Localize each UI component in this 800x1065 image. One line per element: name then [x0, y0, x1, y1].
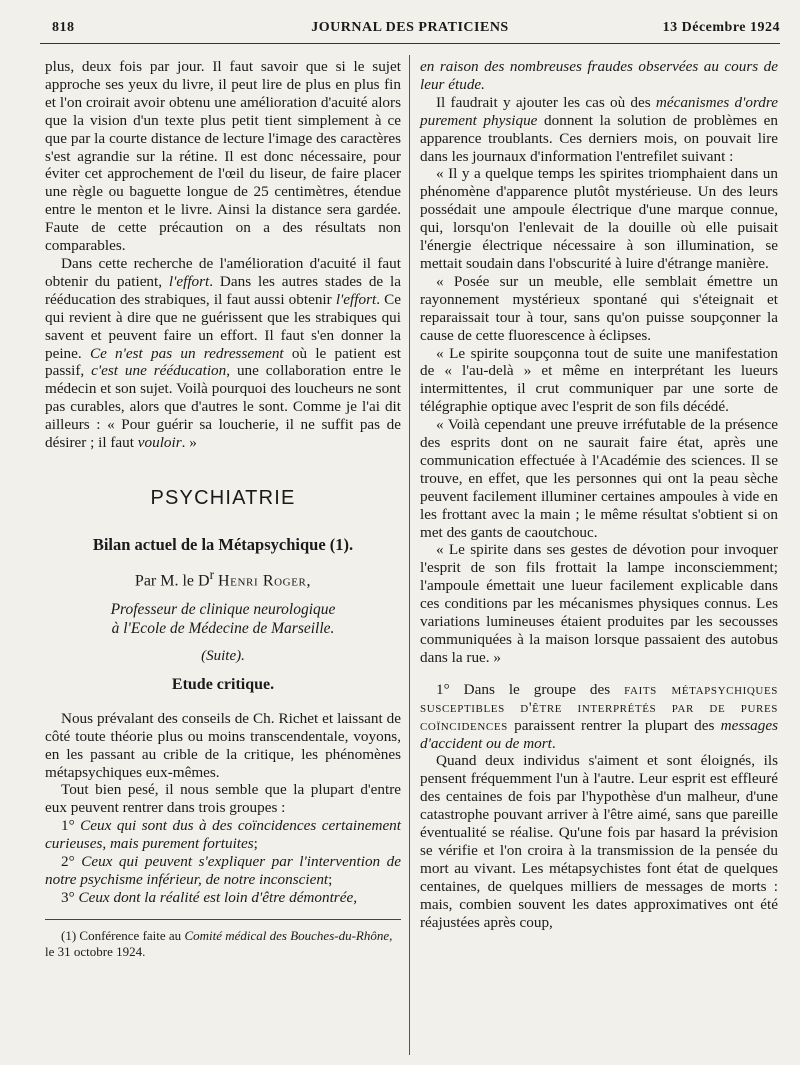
paragraph: Tout bien pesé, il nous semble que la plupart d'entre eux peuvent rentrer dans trois groupes :: [45, 781, 401, 817]
journal-title: JOURNAL DES PRATICIENS: [311, 20, 509, 35]
subsection-title: Etude critique.: [171, 675, 275, 693]
affiliation: Professeur de clinique neurologique à l'Ecole de Médecine de Marseille.: [110, 600, 336, 637]
paragraph: Dans cette recherche de l'amélioration d'acuité il faut obtenir du patient, l'effort. Dans les autres stades de la rééducation des strabiques, il faut aussi obtenir l'effort. Ce qui revient à dire que ne guérissent que les strabiques qui savent et peuvent faire un effort. Il faut s'en donner la peine. Ce n'est pas un redressement où le patient est passif, c'est une rééducation, une collaboration entre le médecin et son sujet. Voilà pourquoi des loucheurs ne sont pas curables, alors que d'autres le sont. Comme je l'ai dit ailleurs : « Pour guérir sa loucherie, il ne suffit pas de désirer ; il faut vouloir. »: [45, 254, 402, 452]
header-rule: [40, 43, 780, 44]
paragraph: Nous prévalant des conseils de Ch. Richet et laissant de côté toute théorie plus ou moins transcendentale, voyons, en les passant au crible de la critique, les phénomènes métapsychiques eux-mêmes.: [45, 709, 401, 781]
author-line: Par M. le $D^r$ Henri Roger,: [134, 566, 312, 590]
page-number: 818: [52, 20, 75, 35]
group-item-1: 1° Ceux qui sont dus à des coïncidences certainement curieuses, mais purement fortuites;: [45, 817, 401, 853]
paragraph: Quand deux individus s'aiment et sont éloignés, ils pensent fréquemment l'un à l'autre. Leur esprit est effleuré des centaines de fois par l'hypothèse d'un malheur, d'une catastrophe pouvant arriver à l'être aimé, sans que pareille éventualité se réalise. Qu'une fois par hasard la prévision se vérifie et l'on croira à la transmission de la pensée du mort au vivant. Les métapsychistes font état de quelques centaines, de quelques milliers de messages de morts : mais, combien souvent les dates approximatives ont été réajustées après coup,: [420, 752, 778, 931]
issue-date: 13 Décembre 1924: [662, 20, 780, 35]
quote-paragraph: « Posée sur un meuble, elle semblait émettre un rayonnement mystérieux spontané qui s'éteignait et reparaissait tour à tour, sans qu'on puisse soupçonner la cause de cette fluorescence à éclipses.: [420, 272, 778, 344]
section-title: PSYCHIATRIE: [150, 486, 296, 509]
column-divider: [409, 55, 410, 1055]
right-column: [420, 58, 778, 932]
footnote: (1) Conférence faite au Comité médical des Bouches-du-Rhône, le 31 octobre 1924.: [45, 927, 393, 959]
article-title: Bilan actuel de la Métapsychique (1).: [92, 534, 354, 554]
quote-paragraph: « Il y a quelque temps les spirites triomphaient dans un phénomène d'apparence plutôt mystérieuse. Un des leurs possédait une ampoule électrique d'une marque connue, qui, lorsqu'on l'enlevait de la douille où elle puisait l'énergie électrique nécessaire à son illumination, se mettait soudain dans l'obscurité à luire d'étrange manière.: [420, 165, 778, 272]
running-header: [40, 20, 780, 42]
quote-paragraph: « Voilà cependant une preuve irréfutable de la présence des esprits dont on ne saurait faire état, après une communication effectuée à l'Académie des sciences. Il se trouve, en effet, que les personnes qui ont la peau sèche peuvent facilement illuminer certaines ampoules à vide en les frottant avec la main ; le même résultat s'obtient si on met des gants de caoutchouc.: [420, 416, 778, 541]
spacer: [420, 667, 778, 681]
paragraph: plus, deux fois par jour. Il faut savoir que si le sujet approche ses yeux du livre, il peut lire de plus en plus fin et l'on croirait avoir obtenu une amélioration d'acuité alors que la vision d'un texte plus petit tient simplement à ce que par la courte distance de lecture l'image des caractères s'est agrandie sur la rétine. Il est donc nécessaire, pour éviter cet approchement de l'œil du liseur, de faire placer une règle ou baguette longue de 25 centimètres, étendue entre le menton et le livre. Ainsi la distance sera gardée. Faute de cette précaution on a des résultats non comparables.: [45, 58, 401, 255]
group-item-3: 3° Ceux dont la réalité est loin d'être démontrée,: [61, 888, 357, 906]
suite-note: (Suite).: [201, 647, 245, 664]
paragraph: Il faudrait y ajouter les cas où des mécanismes d'ordre purement physique donnent la solution de problèmes en apparence troublants. Ces derniers mois, on pouvait lire dans les journaux d'information l'entrefilet suivant :: [420, 93, 778, 165]
left-column: [45, 58, 401, 960]
quote-paragraph: « Le spirite soupçonna tout de suite une manifestation de « l'au-delà » et même en interprétant les lueurs intermittentes, il crut communiquer par une sorte de télégraphie optique avec l'esprit de son fils décédé.: [420, 344, 778, 416]
paragraph: 1° Dans le groupe des faits métapsychiques susceptibles d'être interprétés par de pures coïncidences paraissent rentrer la plupart des messages d'accident ou de mort.: [420, 680, 779, 752]
footnote-rule: [45, 919, 401, 920]
group-item-2: 2° Ceux qui peuvent s'expliquer par l'intervention de notre psychisme inférieur, de notre inconscient;: [45, 853, 401, 888]
paragraph: en raison des nombreuses fraudes observées au cours de leur étude.: [420, 58, 778, 93]
quote-paragraph: « Le spirite dans ses gestes de dévotion pour invoquer l'esprit de son fils frottait la lampe inconsciemment; l'ampoule émettait une lueur facilement explicable dans ces conditions par les mécanismes physiques connus. Les variations lumineuses étaient produites par les secousses communiquées à la maison lorsque passaient des autobus dans la rue. »: [420, 541, 778, 666]
